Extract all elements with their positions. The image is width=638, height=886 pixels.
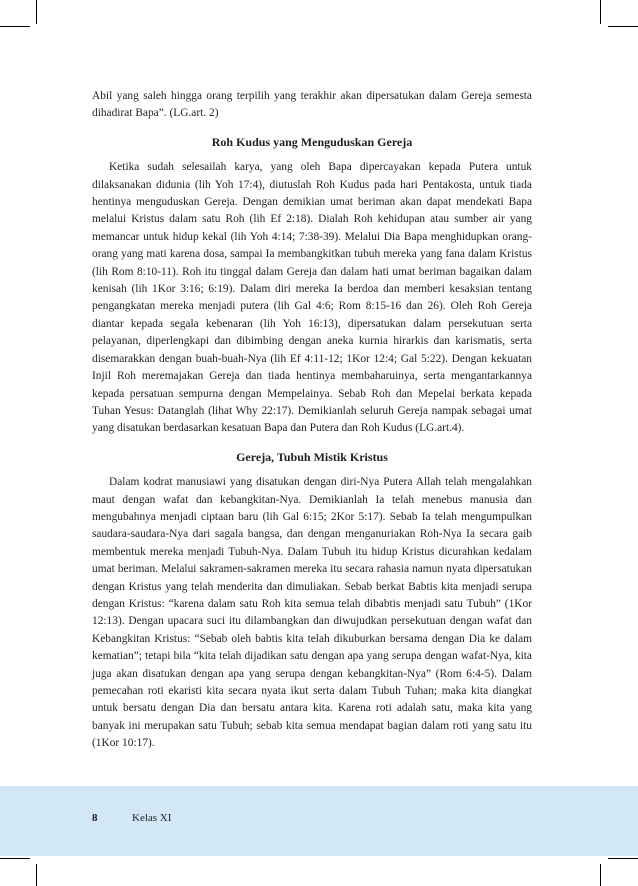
crop-mark-bottom-right-h [608,858,638,859]
crop-mark-bottom-left-h [0,858,30,859]
intro-paragraph: Abil yang saleh hingga orang terpilih yang terakhir akan dipersatukan dalam Gereja semesta dihadirat Bapa”. (LG.art. 2) [92,90,532,120]
crop-mark-bottom-left-v [36,864,37,886]
crop-mark-top-left-h [0,26,30,27]
page-content [92,88,532,753]
crop-mark-top-right-v [600,0,601,24]
section-heading-tubuh-mistik: Gereja, Tubuh Mistik Kristus [236,449,388,464]
section-body-tubuh-mistik: Dalam kodrat manusiawi yang disatukan dengan diri-Nya Putera Allah telah mengalahkan maut dengan wafat dan kebangkitan-Nya. Demikianlah Ia telah menebus manusia dan mengubahnya menjadi ciptaan baru (lih Gal 6:15; 2Kor 5:17). Sebab Ia telah mengumpulkan saudara-saudara-Nya dari sagala bangsa, dan dengan menganuriakan Roh-Nya Ia secara gaib membentuk mereka menjadi Tubuh-Nya. Dalam Tubuh itu hidup Kristus dicurahkan kedalam umat beriman. Melalui sakramen-sakramen mereka itu secara rahasia namun nyata dipersatukan dengan Kristus yang telah menderita dan dimuliakan. Sebab berkat Babtis kita menjadi serupa dengan Kristus: “karena dalam satu Roh kita semua telah dibabtis menjadi satu Tubuh” (1Kor 12:13). Dengan upacara suci itu dilambangkan dan diwujudkan persekutuan dengan wafat dan Kebangkitan Kristus: “Sebab oleh babtis kita telah dikuburkan bersama dengan Dia ke dalam kematian”; tetapi bila “kita telah dijadikan satu dengan apa yang serupa dengan wafat-Nya, kita juga akan disatukan dengan apa yang serupa dengan kebangkitan-Nya” (Rom 6:4-5). Dalam pemecahan roti ekaristi kita secara nyata ikut serta dalam Tubuh Tuhan; maka kita diangkat untuk bersatu dengan Dia dan bersatu antara kita. Karena roti adalah satu, maka kita yang banyak ini merupakan satu Tubuh; sebab kita semua mendapat bagian dalam roti yang satu itu (1Kor 10:17). [92,476,532,750]
crop-mark-bottom-right-v [600,864,601,886]
footer-class-label: Kelas XI [132,812,172,824]
crop-mark-top-left-v [36,0,37,24]
crop-mark-top-right-h [608,26,638,27]
section-heading-roh-kudus: Roh Kudus yang Menguduskan Gereja [211,134,413,149]
section-body-roh-kudus: Ketika sudah selesailah karya, yang oleh Bapa dipercayakan kepada Putera untuk dilaksanakan didunia (lih Yoh 17:4), diutuslah Roh Kudus pada hari Pentakosta, untuk tiada hentinya menguduskan Gereja. Dengan demikian umat beriman akan dapat mendekati Bapa melalui Kristus dalam satu Roh (lih Ef 2:18). Dialah Roh kehidupan atau sumber air yang memancar untuk hidup kekal (lih Yoh 4:14; 7:38-39). Melalui Dia Bapa menghidupkan orang-orang yang mati karena dosa, sampai Ia membangkitkan tubuh mereka yang fana dalam Kristus (lih Rom 8:10-11). Roh itu tinggal dalam Gereja dan dalam hati umat beriman bagaikan dalam kenisah (lih 1Kor 3:16; 6:19). Dalam diri mereka Ia berdoa dan memberi kesaksian tentang pengangkatan mereka menjadi putera (lih Gal 4:6; Rom 8:15-16 dan 26). Oleh Roh Gereja diantar kepada segala kebenaran (lih Yoh 16:13), dipersatukan dalam persekutuan serta pelayanan, diperlengkapi dan dibimbing dengan aneka kurnia hirarkis dan karismatis, serta disemarakkan dengan buah-buah-Nya (lih Ef 4:11-12; 1Kor 12:4; Gal 5:22). Dengan kekuatan Injil Roh meremajakan Gereja dan tiada hentinya membaharuinya, serta mengantarkannya kepada persatuan sempurna dengan Mempelainya. Sebab Roh dan Mepelai berkata kepada Tuhan Yesus: Datanglah (lihat Why 22:17). Demikianlah seluruh Gereja nampak sebagai umat yang disatukan berdasarkan kesatuan Bapa dan Putera dan Roh Kudus (LG.art.4). [92,161,532,435]
page-number: 8 [92,812,98,824]
